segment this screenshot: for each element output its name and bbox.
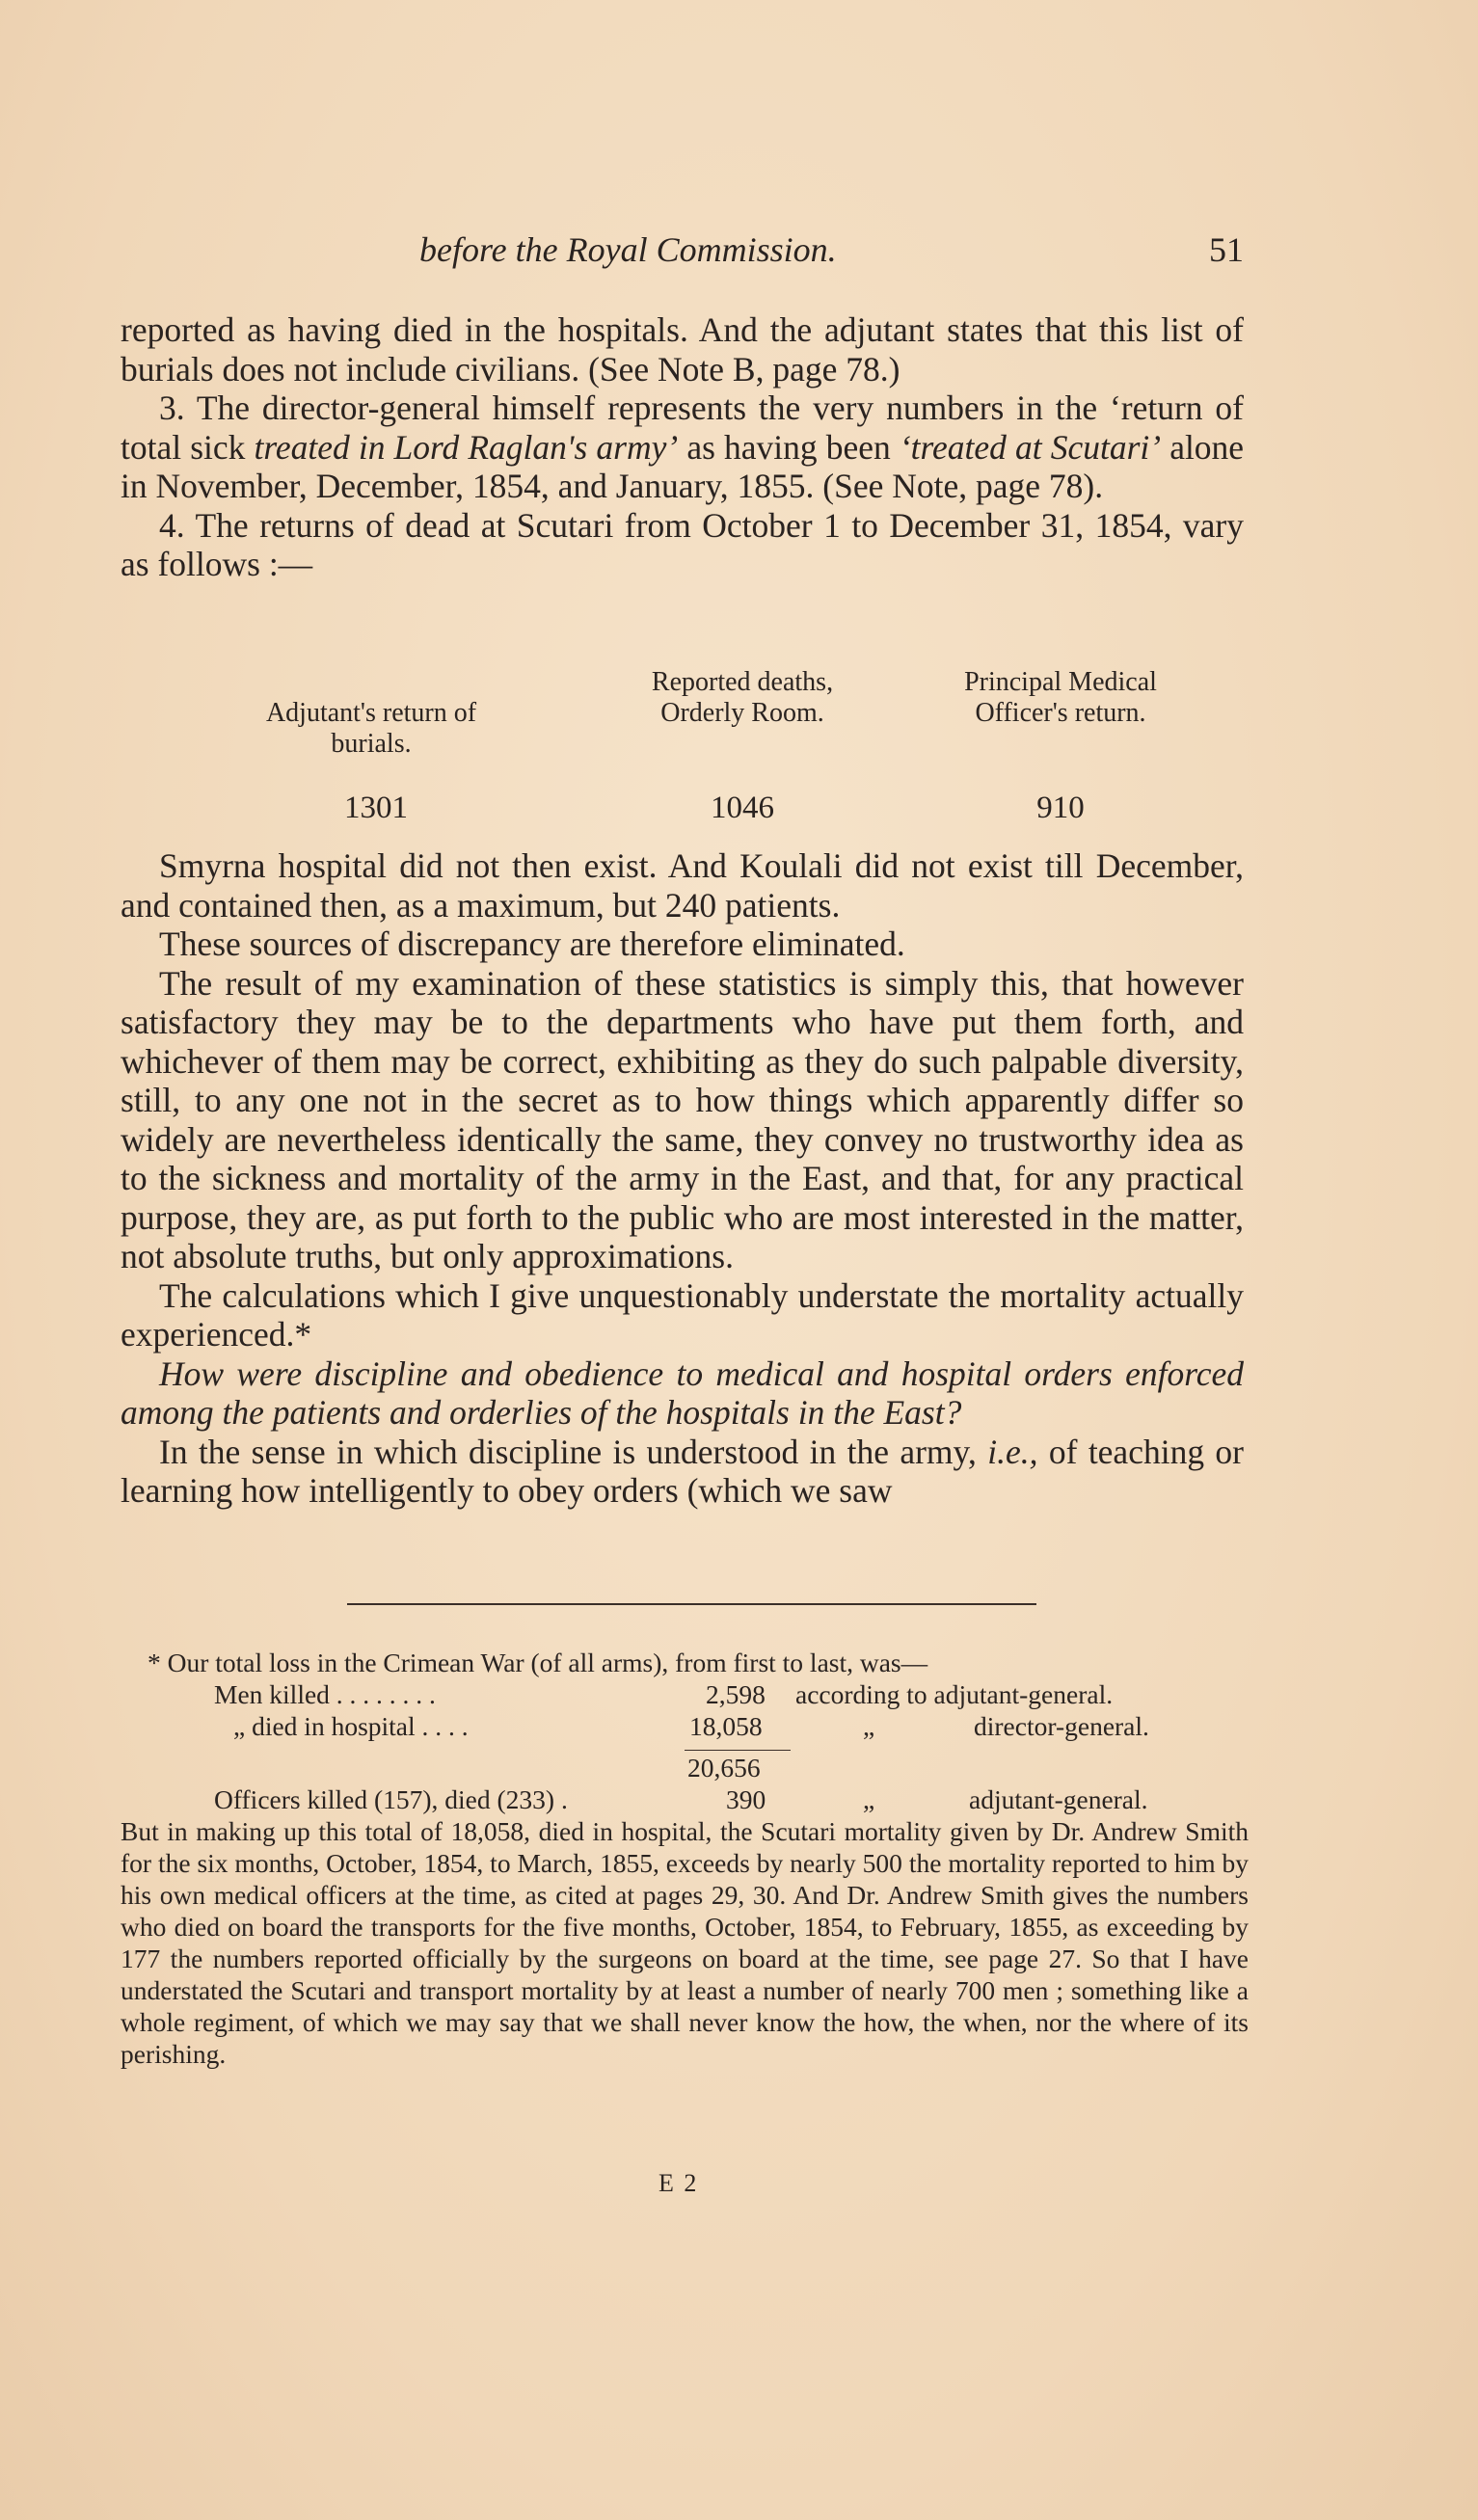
col-orderly-room-header: Reported deaths, Orderly Room. <box>651 667 834 728</box>
footnote-row-men-killed <box>121 1678 1249 1710</box>
row2-source: director-general. <box>974 1711 1149 1741</box>
value-orderly-room: 1046 <box>711 791 774 825</box>
paragraph-3-part-1: 3. The director-general himself represents the very numbers in the <box>159 389 1098 427</box>
paragraph-continued: reported as having died in the hospitals. And the adjutant states that this list of burials does not include civilians. (See Note B, page 78.) <box>121 310 1244 389</box>
paragraph-3-part-2: ‘return of total sick <box>121 389 1244 467</box>
col-medical-officer-header: Principal Medical Officer's return. <box>964 667 1157 728</box>
row1-source: according to adjutant-general. <box>795 1679 1114 1709</box>
footnote <box>121 1647 1249 2070</box>
footnote-paragraph: But in making up this total of 18,058, died in hospital, the Scutari mortality given by Dr. Andrew Smith for the six months, October, 1854, to March, 1855, exceeds by nearly 500 the mortality reported to him by his own medical officers at the time, as cited at pages 29, 30. And Dr. Andrew Smith gives the numbers who died on board the transports for the five months, October, 1854, to February, 1855, as exceeding by 177 the numbers reported officially by the surgeons on board at the time, see page 27. So that I have understated the Scutari and transport mortality by at least a number of nearly 700 men ; something like a whole regiment, of which we may say that we shall never know the how, the when, nor the where of its perishing. <box>121 1816 1249 2069</box>
paragraph-calculations: The calculations which I give unquestionably understate the mortality actually experienced.* <box>121 1275 1244 1354</box>
row2-label: „ died in hospital . . . . <box>233 1711 469 1741</box>
page-number: 51 <box>1209 230 1244 269</box>
footnote-intro-text: * Our total loss in the Crimean War (of all arms), from first to last, was— <box>148 1648 928 1677</box>
paragraph-discrepancy: These sources of discrepancy are therefore eliminated. <box>159 925 905 963</box>
paragraph-discipline-part-2: of teaching or learning how intelligently to obey orders (which we saw <box>121 1432 1245 1510</box>
paragraph-3-part-3: as having been <box>686 427 891 467</box>
paragraph-smyrna: Smyrna hospital did not then exist. And Koulali did not exist till December, and contained then, as a maximum, but 240 patients. <box>121 846 1244 925</box>
col-adjutant-header: Adjutant's return of burials. <box>265 698 477 759</box>
row3-value: 390 <box>726 1784 766 1814</box>
row2-ditto: „ <box>863 1711 875 1741</box>
paragraph-3 <box>121 389 1244 506</box>
paragraph-3-italic-2: ‘treated at Scutari’ <box>899 427 1162 467</box>
value-medical-officer: 910 <box>1036 791 1085 825</box>
signature-mark: E 2 <box>658 2169 699 2197</box>
row1-value: 2,598 <box>706 1679 766 1709</box>
footnote-row-died-hospital <box>121 1710 1249 1742</box>
paragraph-4: 4. The returns of dead at Scutari from October 1 to December 31, 1854, vary as follows :— <box>121 505 1244 583</box>
footnote-total <box>121 1752 1249 1783</box>
footnote-rule <box>347 1603 1036 1605</box>
returns-table <box>121 667 1244 836</box>
value-adjutant: 1301 <box>344 791 408 825</box>
row3-ditto: „ <box>863 1784 875 1814</box>
row1-label: Men killed . . . . . . . . <box>214 1679 436 1709</box>
footnote-intro <box>121 1647 1249 1678</box>
paragraph-3-italic-1: treated in Lord Raglan's army’ <box>254 427 679 467</box>
row3-label: Officers killed (157), died (233) . <box>214 1784 568 1814</box>
section-question: How were discipline and obedience to medical and hospital orders enforced among the patients and orderlies of the hospitals in the East? <box>121 1354 1244 1432</box>
paragraph-discipline-italic: i.e., <box>987 1432 1038 1471</box>
running-title: before the Royal Commission. <box>419 230 837 269</box>
footnote-row-officers <box>121 1783 1249 1815</box>
row2-value: 18,058 <box>689 1711 763 1741</box>
paragraph-result: The result of my examination of these statistics is simply this, that however satisfactory they may be to the departments who have put them forth, and whichever of them may be correct, exhibiting as they do such palpable diversity, still, to any one not in the secret as to how things which apparently differ so widely are nevertheless identically the same, they convey no trustworthy idea as to the sickness and mortality of the army in the East, and that, for any practical purpose, they are, as put forth to the public who are most interested in the matter, not absolute truths, but only approximations. <box>121 963 1244 1275</box>
body-text-bottom <box>121 846 1244 1511</box>
total-value: 20,656 <box>687 1753 761 1783</box>
row3-source: adjutant-general. <box>969 1784 1148 1814</box>
paragraph-3-part-4: alone in November, December, 1854, and January, 1855. (See Note, page 78). <box>121 427 1245 505</box>
footnote-text <box>121 1815 1249 2070</box>
paragraph-discipline-part-1: In the sense in which discipline is understood in the army, <box>159 1432 977 1471</box>
paragraph-discipline <box>121 1433 1244 1511</box>
total-rule <box>685 1750 791 1751</box>
body-text-top <box>121 310 1244 584</box>
page-header <box>121 229 1244 278</box>
